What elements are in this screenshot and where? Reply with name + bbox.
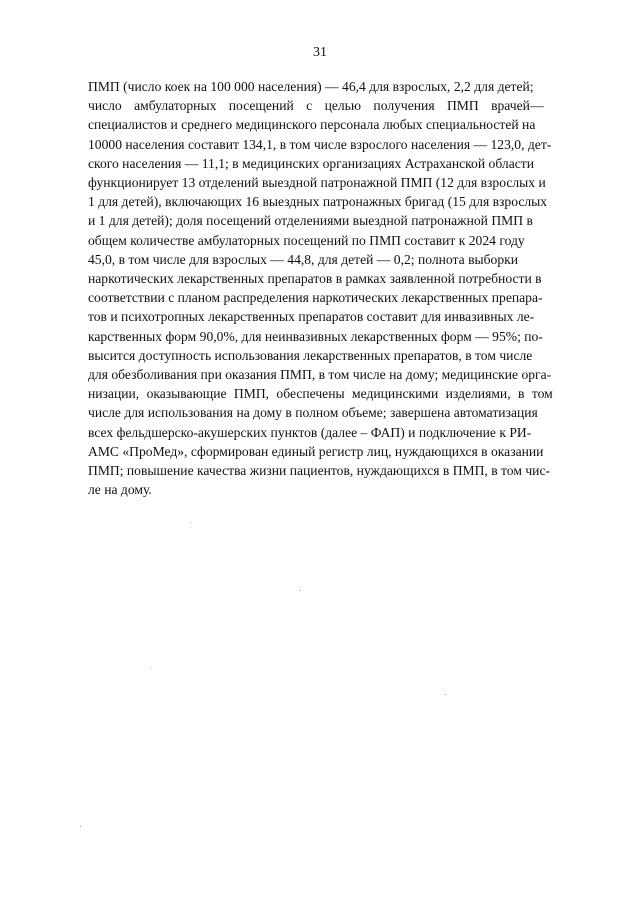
scan-speck <box>80 826 81 827</box>
text-line: и 1 для детей); доля посещений отделениями выездной патронажной ПМП в <box>88 213 533 229</box>
text-line: 10000 населения составит 134,1, в том числе взрослого населения — 123,0, дет- <box>88 136 552 152</box>
text-line: АМС «ПроМед», сформирован единый регистр лиц, нуждающихся в оказании <box>88 443 544 459</box>
text-line: карственных форм 90,0%, для неинвазивных лекарственных форм — 95%; по- <box>88 328 543 344</box>
text-line: высится доступность использования лекарственных препаратов, в том числе <box>88 347 533 363</box>
text-line: общем количестве амбулаторных посещений по ПМП составит к 2024 году <box>88 232 525 248</box>
scan-speck <box>300 590 301 591</box>
scan-speck <box>445 694 446 695</box>
text-line: ского населения — 11,1; в медицинских организациях Астраханской области <box>88 155 534 171</box>
body-paragraph <box>88 77 562 499</box>
text-line: функционирует 13 отделений выездной патронажной ПМП (12 для взрослых и <box>88 175 546 191</box>
text-line: тов и психотропных лекарственных препаратов составит для инвазивных ле- <box>88 309 535 325</box>
page-number: 31 <box>313 45 327 60</box>
scan-speck <box>150 668 151 669</box>
text-line: ПМП; повышение качества жизни пациентов, нуждающихся в ПМП, в том чис- <box>88 463 551 479</box>
text-line: число амбулаторных посещений с целью получения ПМП врачей— <box>88 98 544 114</box>
text-line: 1 для детей), включающих 16 выездных патронажных бригад (15 для взрослых <box>88 194 548 210</box>
text-line: для обезболивания при оказания ПМП, в том числе на дому; медицинские орга- <box>88 367 552 383</box>
text-line: низации, оказывающие ПМП, обеспечены медицинскими изделиями, в том <box>88 386 553 402</box>
text-line: соответствии с планом распределения наркотических лекарственных препара- <box>88 290 543 306</box>
text-line: ле на дому. <box>88 482 152 498</box>
scan-speck <box>190 522 191 523</box>
text-line: ПМП (число коек на 100 000 населения) — 46,4 для взрослых, 2,2 для детей; <box>88 79 534 94</box>
text-line: числе для использования на дому в полном объеме; завершена автоматизация <box>88 405 538 421</box>
text-line: 45,0, в том числе для взрослых — 44,8, для детей — 0,2; полнота выборки <box>88 251 519 267</box>
text-line: всех фельдшерско-акушерских пунктов (далее – ФАП) и подключение к РИ- <box>88 424 532 440</box>
text-line: наркотических лекарственных препаратов в рамках заявленной потребности в <box>88 271 542 287</box>
text-line: специалистов и среднего медицинского персонала любых специальностей на <box>88 117 536 133</box>
